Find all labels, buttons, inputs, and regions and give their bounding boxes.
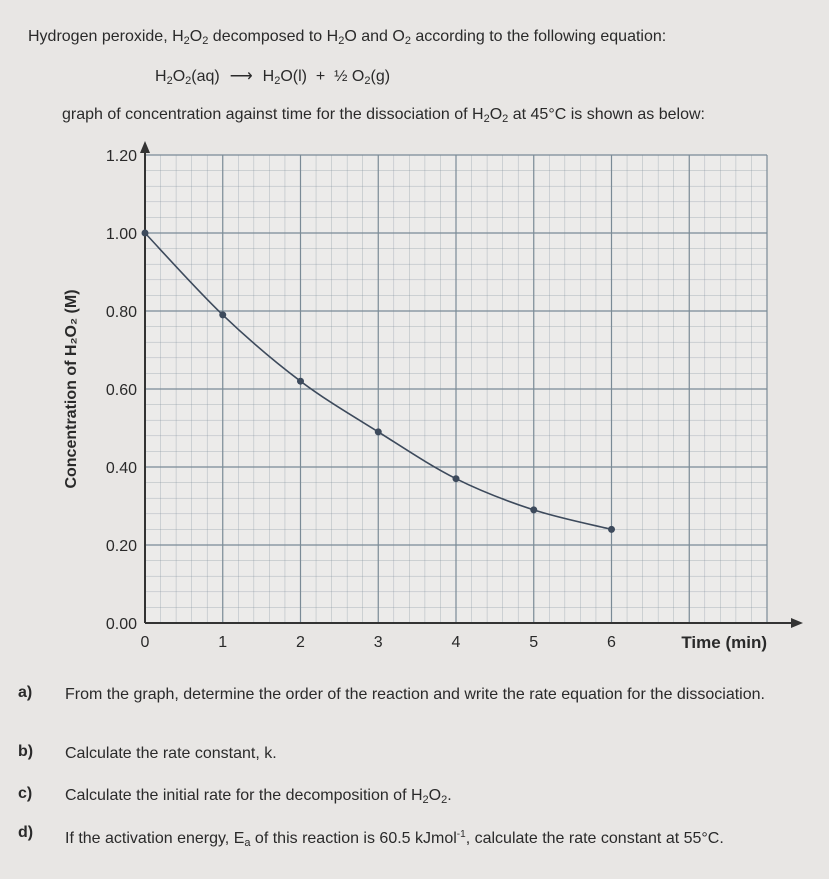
data-point: [142, 230, 149, 237]
x-tick-label: 5: [529, 634, 539, 651]
question-a-text: From the graph, determine the order of the reaction and write the rate equation for the dissociation.: [65, 686, 765, 703]
x-tick-label: 6: [607, 634, 616, 651]
data-point: [608, 526, 615, 533]
x-tick-label: 3: [373, 634, 383, 651]
x-axis-label: Time (min): [681, 633, 767, 652]
x-tick-label: 1: [218, 634, 228, 651]
question-c-text: Calculate the initial rate for the decomposition of $H_2O_2$.: [65, 787, 452, 806]
reaction-equation: $H_2O_2(aq)$ ⟶ $H_2O(l)$ + ½ $O_2(g)$: [155, 68, 391, 87]
data-point: [530, 506, 537, 513]
y-axis-arrow: [140, 141, 150, 153]
question-b-letter: b): [18, 743, 34, 760]
y-tick-label: 0.40: [105, 460, 137, 477]
x-tick-label: 4: [451, 634, 461, 651]
data-point: [297, 378, 304, 385]
y-axis-label: Concentration of H₂O₂ (M): [63, 289, 80, 489]
data-point: [453, 475, 460, 482]
question-c-letter: c): [18, 785, 33, 802]
x-tick-label: 2: [296, 634, 305, 651]
graph-description: graph of concentration against time for the dissociation of $H_2O_2$ at 45°C is shown as below:: [62, 106, 705, 125]
question-b-text: Calculate the rate constant, k.: [65, 745, 277, 762]
data-point: [219, 311, 226, 318]
x-tick-label: 0: [140, 634, 150, 651]
y-tick-label: 1.00: [105, 226, 137, 243]
question-d-text: If the activation energy, $E_a$ of this reaction is 60.5 kJmol$^{-1}$, calculate the rate constant at 55°C.: [65, 829, 724, 849]
data-point: [375, 428, 382, 435]
intro-text: Hydrogen peroxide, $H_2O_2$ decomposed to $H_2O$ and $O_2$ according to the following equation:: [28, 28, 667, 47]
reaction-arrow: ⟶: [229, 68, 253, 85]
y-tick-label: 0.80: [105, 304, 137, 321]
y-tick-labels: [106, 148, 137, 633]
question-a-letter: a): [18, 684, 33, 701]
question-d-letter: d): [18, 824, 34, 841]
y-tick-label: 0.00: [105, 616, 137, 633]
y-tick-label: 0.60: [105, 382, 137, 399]
x-axis-arrow: [791, 618, 803, 628]
concentration-time-chart: [0, 140, 829, 670]
y-tick-label: 0.20: [105, 538, 137, 555]
y-tick-label: 1.20: [105, 148, 137, 165]
x-tick-labels: [141, 634, 617, 651]
